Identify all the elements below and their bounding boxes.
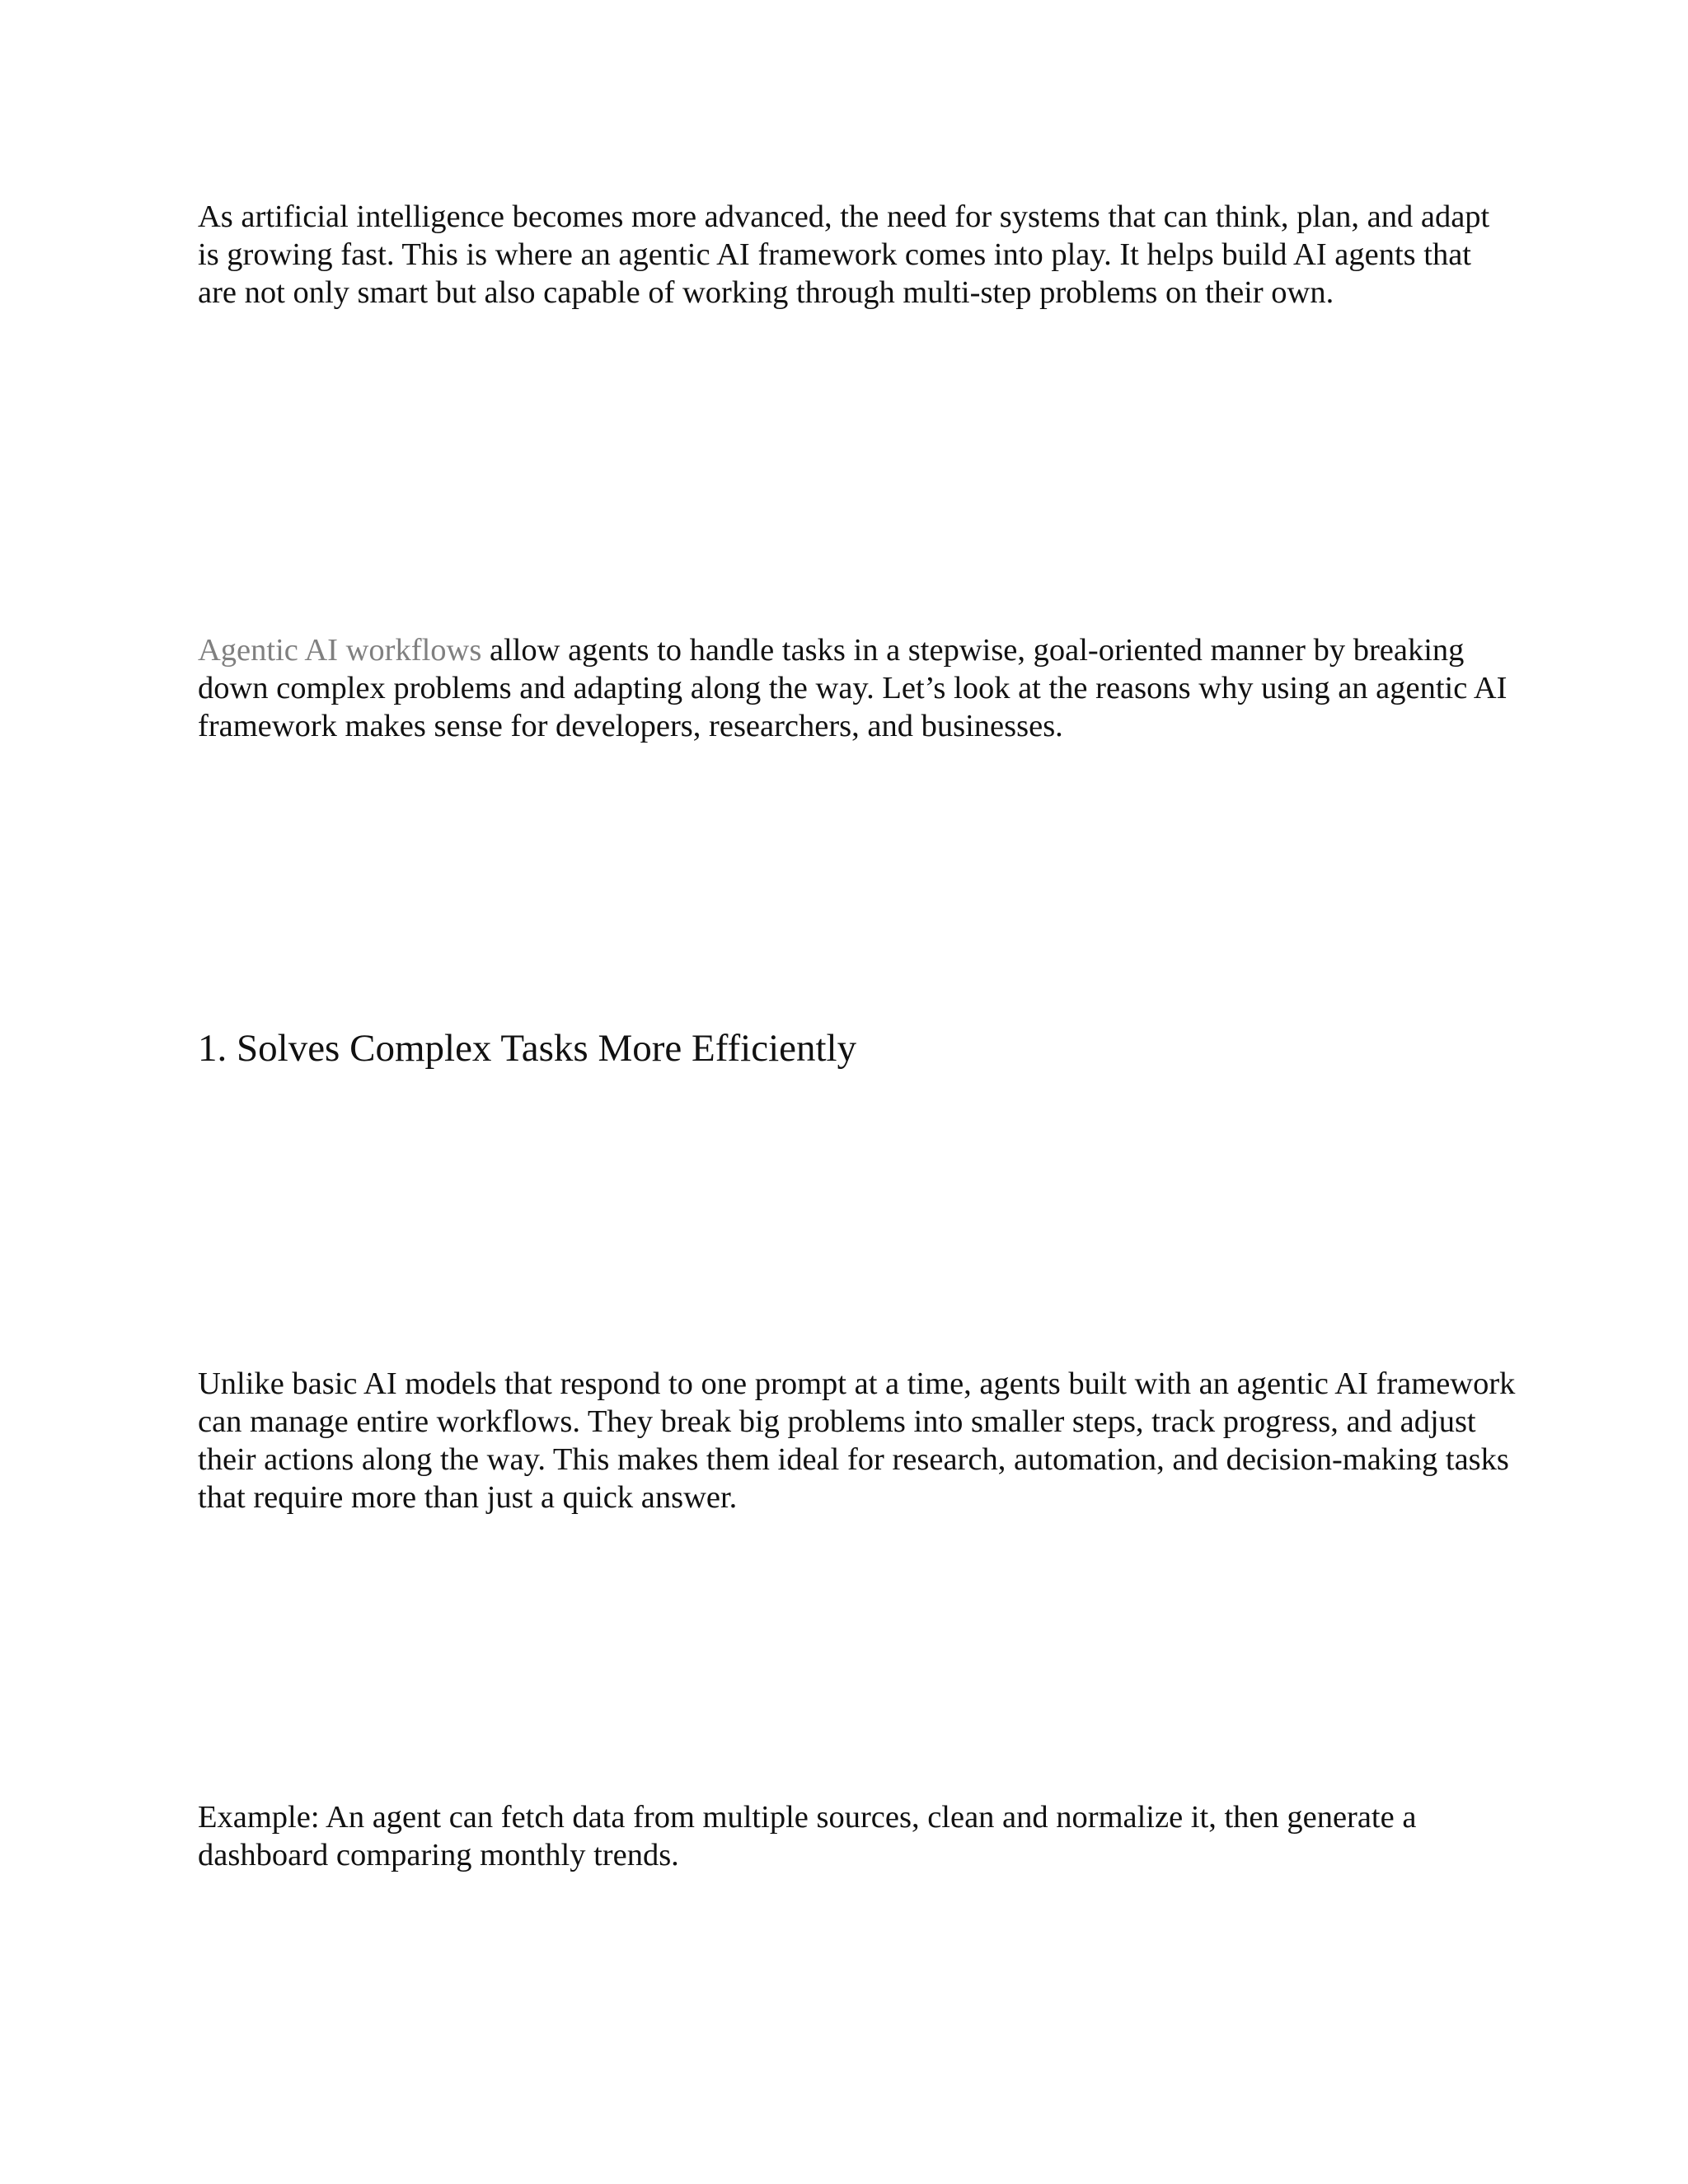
workflow-paragraph-text: allow agents to handle tasks in a stepwise, goal-oriented manner by breaking down complex problems and adapting along the way. Let’s look at the reasons why using an agentic AI framework makes sense for developers, researchers, and businesses. [198, 633, 1507, 743]
section-heading: 1. Solves Complex Tasks More Efficiently [198, 1027, 857, 1070]
workflow-paragraph [198, 631, 1517, 745]
agentic-ai-workflows-link[interactable]: Agentic AI workflows [198, 633, 482, 668]
example-paragraph: Example: An agent can fetch data from multiple sources, clean and normalize it, then generate a dashboard comparing monthly trends. [198, 1800, 1417, 1872]
section-paragraph: Unlike basic AI models that respond to one prompt at a time, agents built with an agentic AI framework can manage entire workflows. They break big problems into smaller steps, track progress, and adjust their actions along the way. This makes them ideal for research, automation, and decision-making tasks that require more than just a quick answer. [198, 1366, 1516, 1515]
intro-paragraph: As artificial intelligence becomes more advanced, the need for systems that can think, plan, and adapt is growing fast. This is where an agentic AI framework comes into play. It helps build AI agents that are not only smart but also capable of working through multi-step problems on their own. [198, 199, 1490, 310]
